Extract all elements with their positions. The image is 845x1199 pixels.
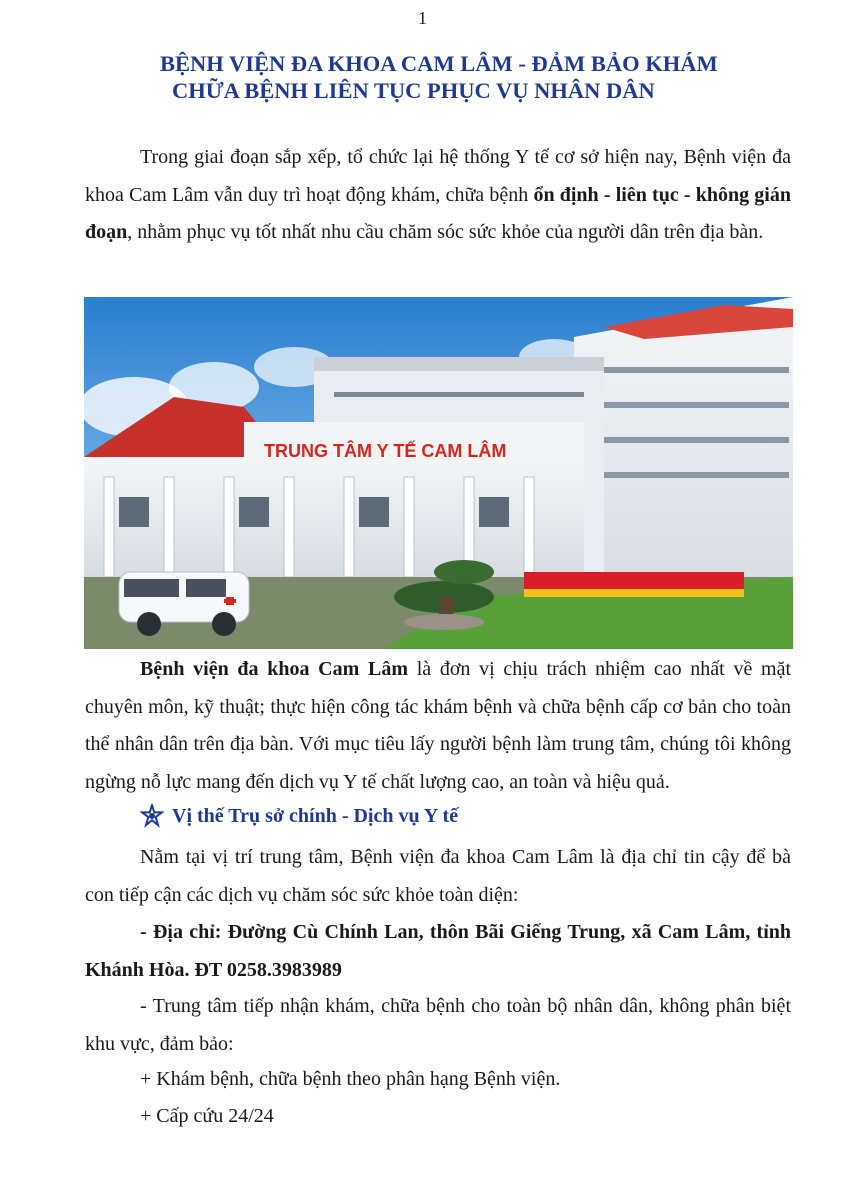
address-line	[85, 914, 791, 989]
title-line-2: CHỮA BỆNH LIÊN TỤC PHỤC VỤ NHÂN DÂN	[172, 78, 655, 103]
section-heading-text: Vị thế Trụ sở chính - Dịch vụ Y tế	[172, 804, 459, 827]
address-prefix: -	[140, 921, 153, 943]
intro-paragraph	[85, 139, 791, 252]
page-title	[100, 50, 800, 104]
intro-text-end: , nhằm phục vụ tốt nhất nhu cầu chăm sóc sức khỏe của người dân trên địa bàn.	[127, 221, 764, 243]
service-intro-text: - Trung tâm tiếp nhận khám, chữa bệnh cho toàn bộ nhân dân, không phân biệt khu vực, đảm bảo:	[85, 995, 791, 1055]
intro-emphasis: ổn định - liên tục - không gián đoạn	[85, 183, 791, 243]
list-item: + Khám bệnh, chữa bệnh theo phân hạng Bệnh viện.	[140, 1068, 561, 1090]
section-intro-text: Nằm tại vị trí trung tâm, Bệnh viện đa khoa Cam Lâm là địa chỉ tin cậy để bà con tiếp cận các dịch vụ chăm sóc sức khỏe toàn diện:	[85, 846, 791, 906]
hospital-photo	[84, 297, 793, 649]
intro-text: Trong giai đoạn sắp xếp, tổ chức lại hệ thống Y tế cơ sở hiện nay, Bệnh viện đa khoa Cam Lâm vẫn duy trì hoạt động khám, chữa bệnh	[85, 146, 791, 206]
service-intro	[85, 988, 791, 1063]
address-text: Địa chỉ: Đường Cù Chính Lan, thôn Bãi Giếng Trung, xã Cam Lâm, tỉnh Khánh Hòa. ĐT 0258.3983989	[85, 921, 791, 981]
list-item: + Cấp cứu 24/24	[140, 1105, 274, 1127]
star-icon	[140, 804, 164, 828]
section-heading	[140, 804, 458, 828]
description-text: là đơn vị chịu trách nhiệm cao nhất về mặt chuyên môn, kỹ thuật; thực hiện công tác khám bệnh và chữa bệnh cấp cơ bản cho toàn thể nhân dân trên địa bàn. Với mục tiêu lấy người bệnh làm trung tâm, chúng tôi không ngừng nỗ lực mang đến dịch vụ Y tế chất lượng cao, an toàn và hiệu quả.	[85, 658, 792, 793]
photo-sign-text: TRUNG TÂM Y TẾ CAM LÂM	[264, 441, 507, 461]
section-intro	[85, 839, 791, 914]
hospital-name: Bệnh viện đa khoa Cam Lâm	[140, 658, 408, 680]
description-paragraph	[85, 651, 791, 801]
title-line-1: BỆNH VIỆN ĐA KHOA CAM LÂM - ĐẢM BẢO KHÁM	[160, 51, 718, 76]
page-number: 1	[418, 8, 427, 28]
